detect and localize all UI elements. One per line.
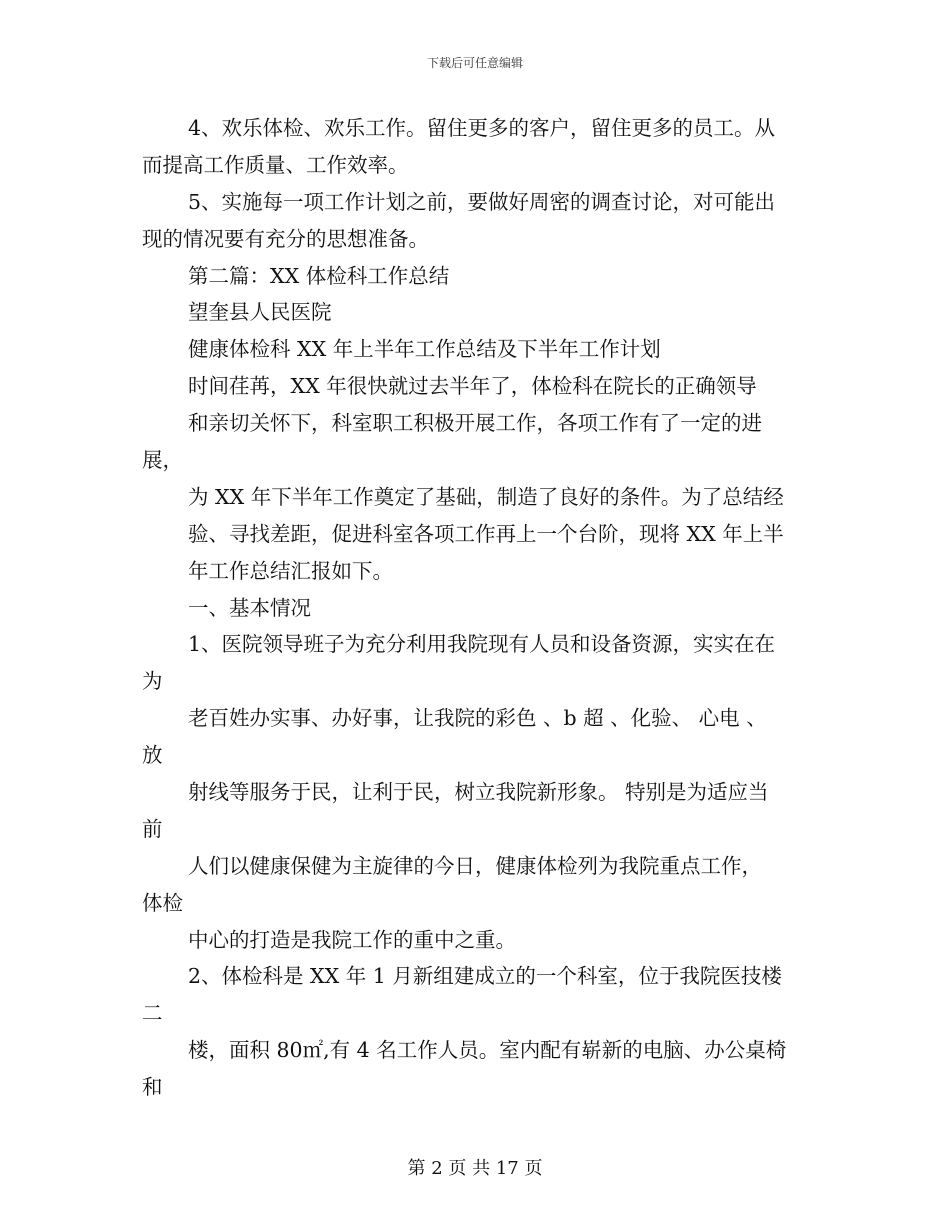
document-body bbox=[142, 110, 814, 1106]
text-line: 前 bbox=[142, 816, 163, 841]
text-line: 年工作总结汇报如下。 bbox=[188, 558, 393, 583]
text-line: 2、体检科是 XX 年 1 月新组建成立的一个科室，位于我院医技楼 bbox=[188, 964, 782, 989]
text-line: 为 bbox=[142, 669, 163, 694]
section-title: 第二篇：XX 体检科工作总结 bbox=[188, 263, 450, 288]
page-number: 第 2 页 共 17 页 bbox=[407, 1158, 543, 1179]
text-line: 体检 bbox=[142, 890, 183, 915]
text-line: 而提高工作质量、工作效率。 bbox=[142, 152, 409, 177]
text-line: 为 XX 年下半年工作奠定了基础，制造了良好的条件。为了总结经 bbox=[188, 484, 784, 509]
text-line: 人们以健康保健为主旋律的今日，健康体检列为我院重点工作， bbox=[188, 853, 762, 878]
text-line: 楼，面积 80㎡,有 4 名工作人员。室内配有崭新的电脑、办公桌椅 bbox=[188, 1038, 787, 1063]
text-line: 中心的打造是我院工作的重中之重。 bbox=[188, 927, 516, 952]
page-header-note: 下载后可任意编辑 bbox=[426, 56, 523, 70]
report-title: 健康体检科 XX 年上半年工作总结及下半年工作计划 bbox=[188, 337, 661, 362]
text-line: 现的情况要有充分的思想准备。 bbox=[142, 226, 429, 251]
text-line: 1、医院领导班子为充分利用我院现有人员和设备资源，实实在在 bbox=[188, 632, 776, 657]
text-line: 和 bbox=[142, 1075, 163, 1100]
text-line: 和亲切关怀下，科室职工积极开展工作，各项工作有了一定的进 bbox=[188, 411, 762, 436]
text-line: 二 bbox=[142, 1001, 163, 1026]
text-line: 展， bbox=[142, 448, 183, 473]
text-line: 放 bbox=[142, 743, 163, 768]
text-line: 5、实施每一项工作计划之前，要做好周密的调查讨论，对可能出 bbox=[188, 189, 776, 214]
text-line: 射线等服务于民，让利于民，树立我院新形象。 特别是为适应当 bbox=[188, 780, 769, 805]
text-line: 4、欢乐体检、欢乐工作。留住更多的客户，留住更多的员工。从 bbox=[188, 116, 776, 140]
text-line: 老百姓办实事、办好事，让我院的彩色 、b 超 、化验、 心电 、 bbox=[188, 706, 767, 731]
text-line: 时间荏苒，XX 年很快就过去半年了，体检科在院长的正确领导 bbox=[188, 374, 757, 399]
section-heading: 一、基本情况 bbox=[188, 595, 311, 620]
hospital-name: 望奎县人民医院 bbox=[188, 300, 332, 325]
text-line: 验、寻找差距，促进科室各项工作再上一个台阶，现将 XX 年上半 bbox=[188, 521, 784, 546]
